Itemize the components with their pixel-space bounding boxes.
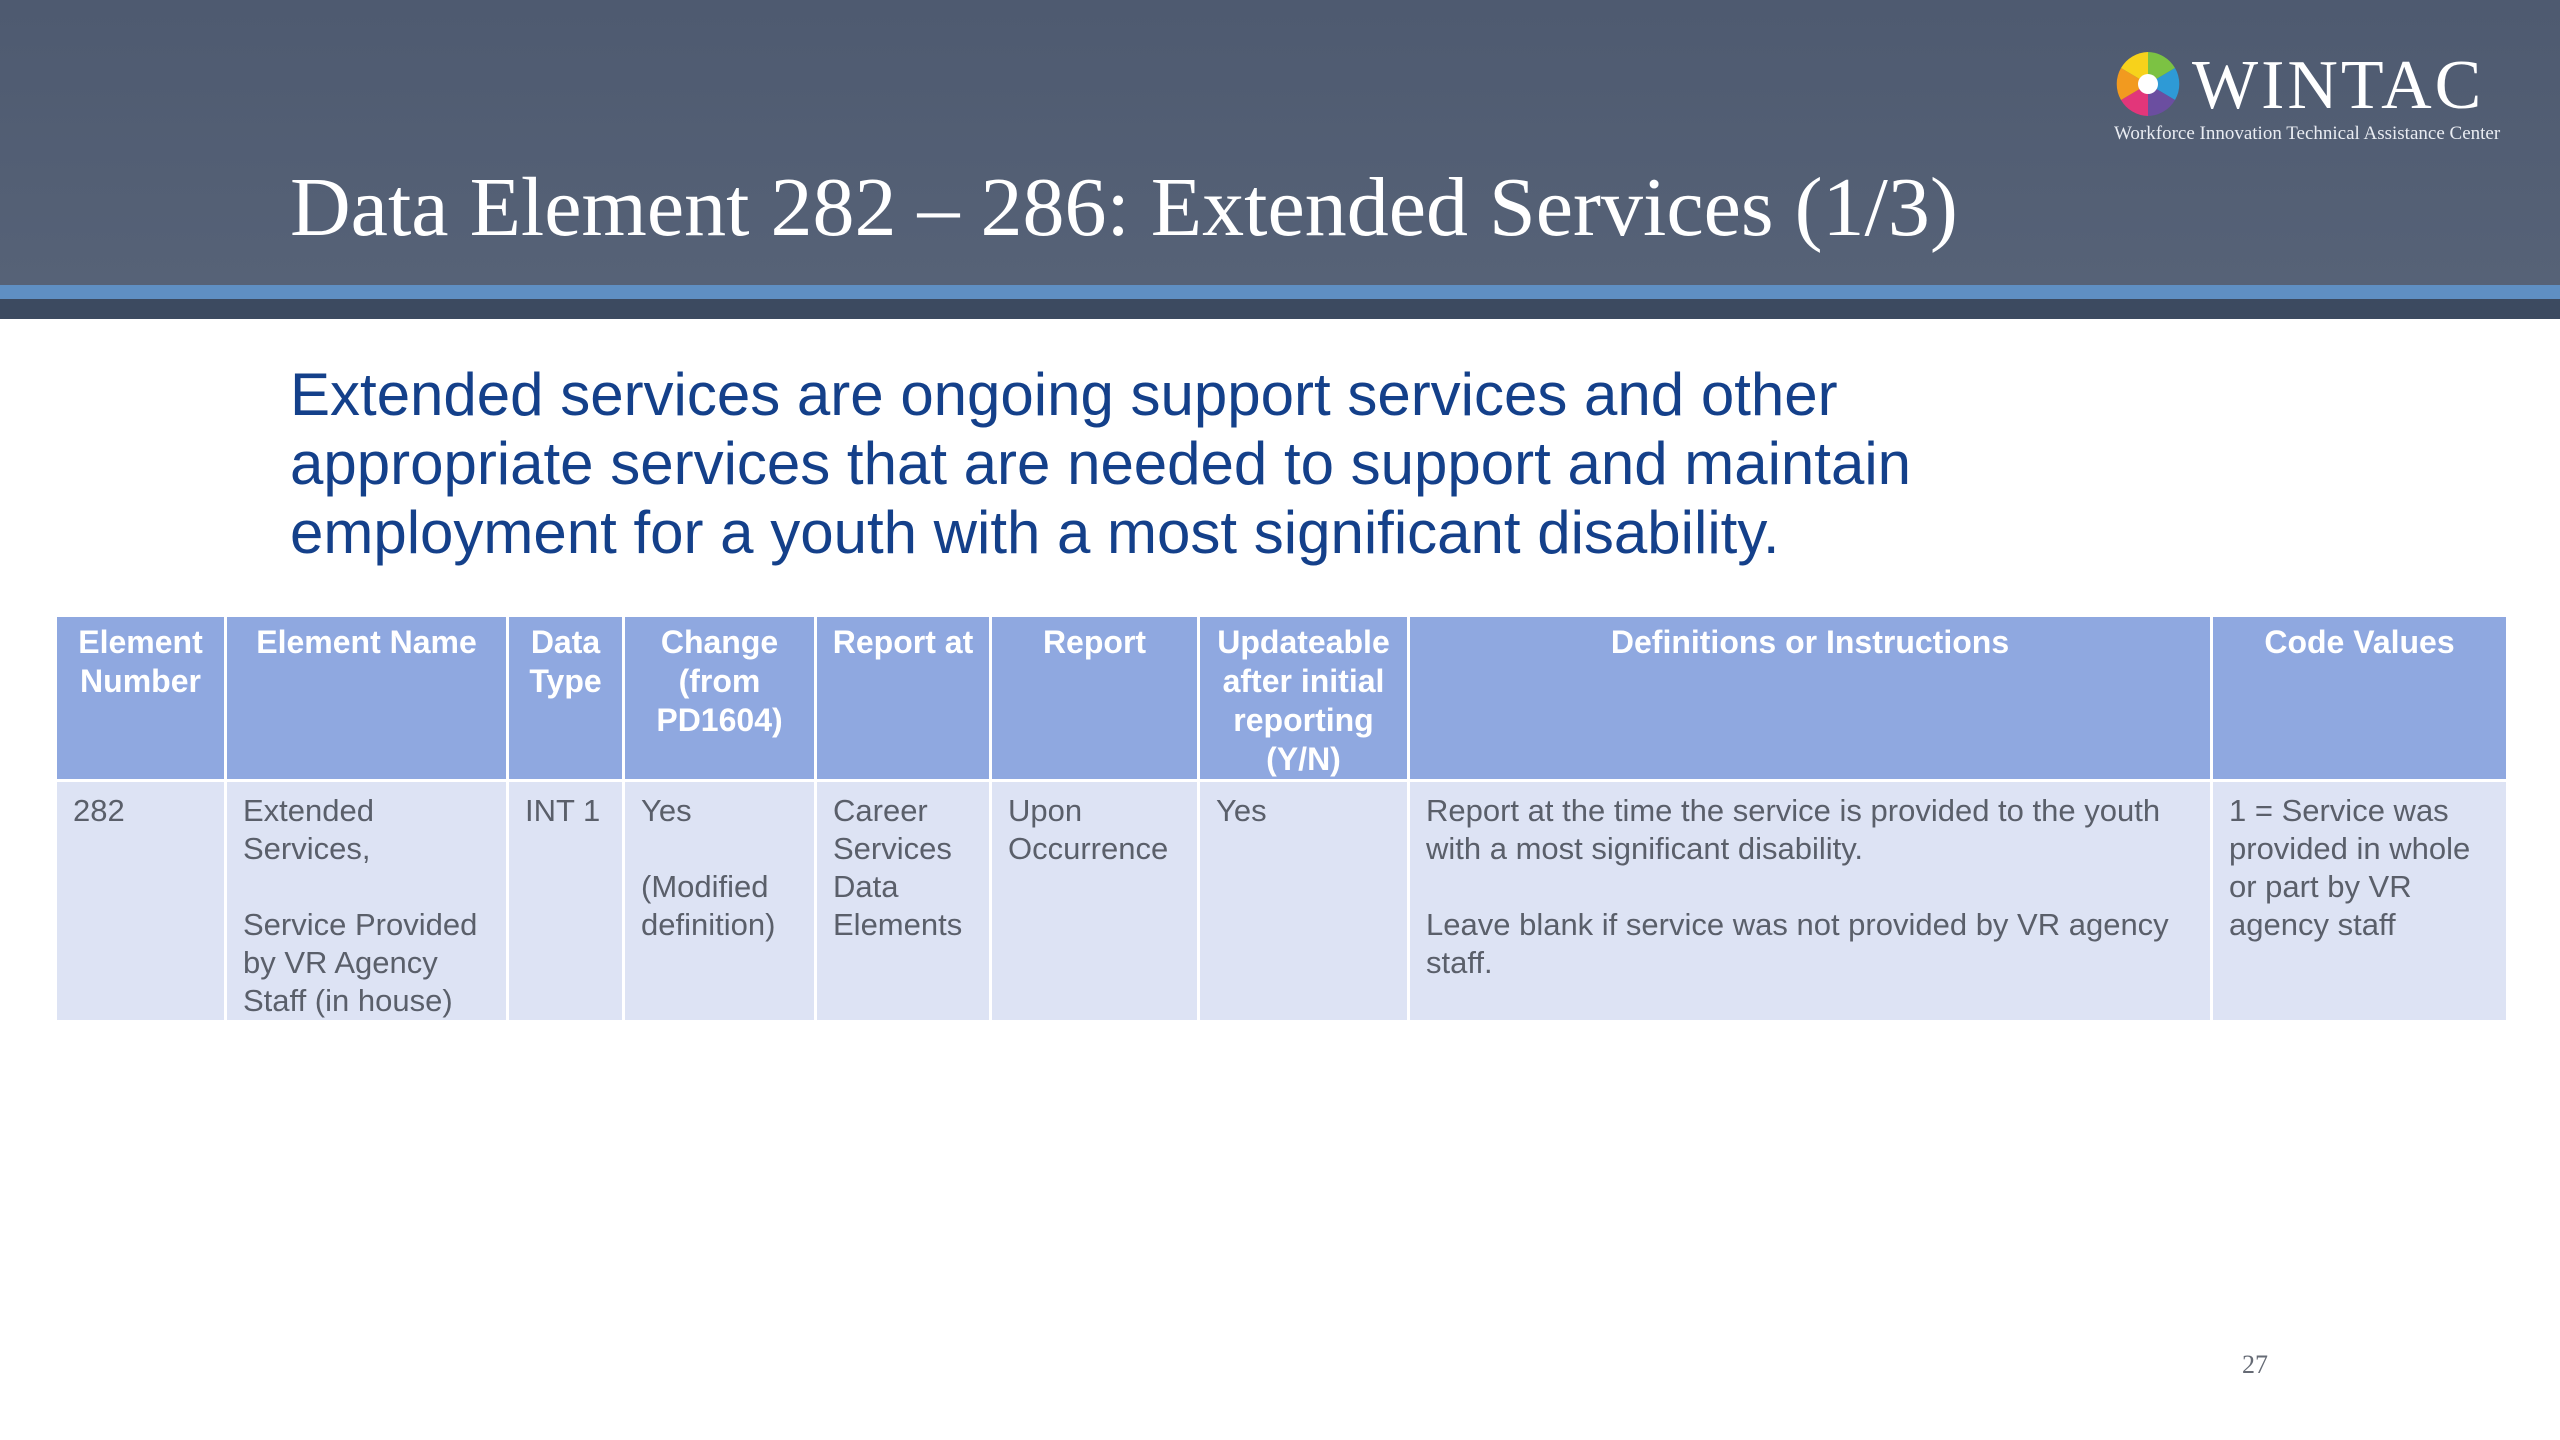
cell-definitions — [1409, 781, 2212, 1022]
cell-data-type: INT 1 — [508, 781, 624, 1022]
multicolor-pinwheel-icon — [2112, 48, 2184, 120]
element-name-line-2: Service Provided by VR Agency Staff (in house) — [243, 907, 478, 1018]
table-header-row — [56, 616, 2508, 781]
cell-report: Upon Occurrence — [991, 781, 1199, 1022]
header-shadow-stripe — [0, 299, 2560, 319]
header-change: Change (from PD1604) — [624, 616, 816, 781]
wintac-logo — [2112, 48, 2532, 148]
definitions-line-1: Report at the time the service is provided to the youth with a most significant disability. — [1426, 793, 2161, 866]
element-name-line-1: Extended Services, — [243, 793, 374, 866]
cell-spacer — [243, 868, 490, 906]
cell-change — [624, 781, 816, 1022]
cell-element-number: 282 — [56, 781, 226, 1022]
cell-spacer — [1426, 868, 2194, 906]
header-updateable: Updateable after initial reporting (Y/N) — [1199, 616, 1409, 781]
change-line-1: Yes — [641, 793, 692, 828]
header-element-number: Element Number — [56, 616, 226, 781]
header-report-at: Report at — [816, 616, 991, 781]
cell-report-at: Career Services Data Elements — [816, 781, 991, 1022]
page-number: 27 — [2242, 1350, 2268, 1379]
header-element-name: Element Name — [226, 616, 508, 781]
cell-code-values: 1 = Service was provided in whole or part by VR agency staff — [2212, 781, 2508, 1022]
header-code-values: Code Values — [2212, 616, 2508, 781]
change-line-2: (Modified definition) — [641, 869, 776, 942]
cell-element-name — [226, 781, 508, 1022]
definitions-line-2: Leave blank if service was not provided by VR agency staff. — [1426, 907, 2169, 980]
intro-paragraph: Extended services are ongoing support services and other appropriate services that are needed to support and maintain employment for a youth with a most significant disability. — [290, 361, 1912, 566]
cell-spacer — [641, 830, 798, 868]
header-definitions: Definitions or Instructions — [1409, 616, 2212, 781]
header-report: Report — [991, 616, 1199, 781]
header-accent-stripe — [0, 285, 2560, 299]
cell-updateable: Yes — [1199, 781, 1409, 1022]
slide-title: Data Element 282 – 286: Extended Services (1/3) — [290, 161, 1958, 254]
header-data-type: Data Type — [508, 616, 624, 781]
data-elements-table — [54, 614, 2509, 1023]
table-row — [56, 781, 2508, 1022]
logo-subtitle: Workforce Innovation Technical Assistance Center — [2114, 123, 2501, 144]
logo-wordmark: WINTAC — [2192, 47, 2485, 124]
